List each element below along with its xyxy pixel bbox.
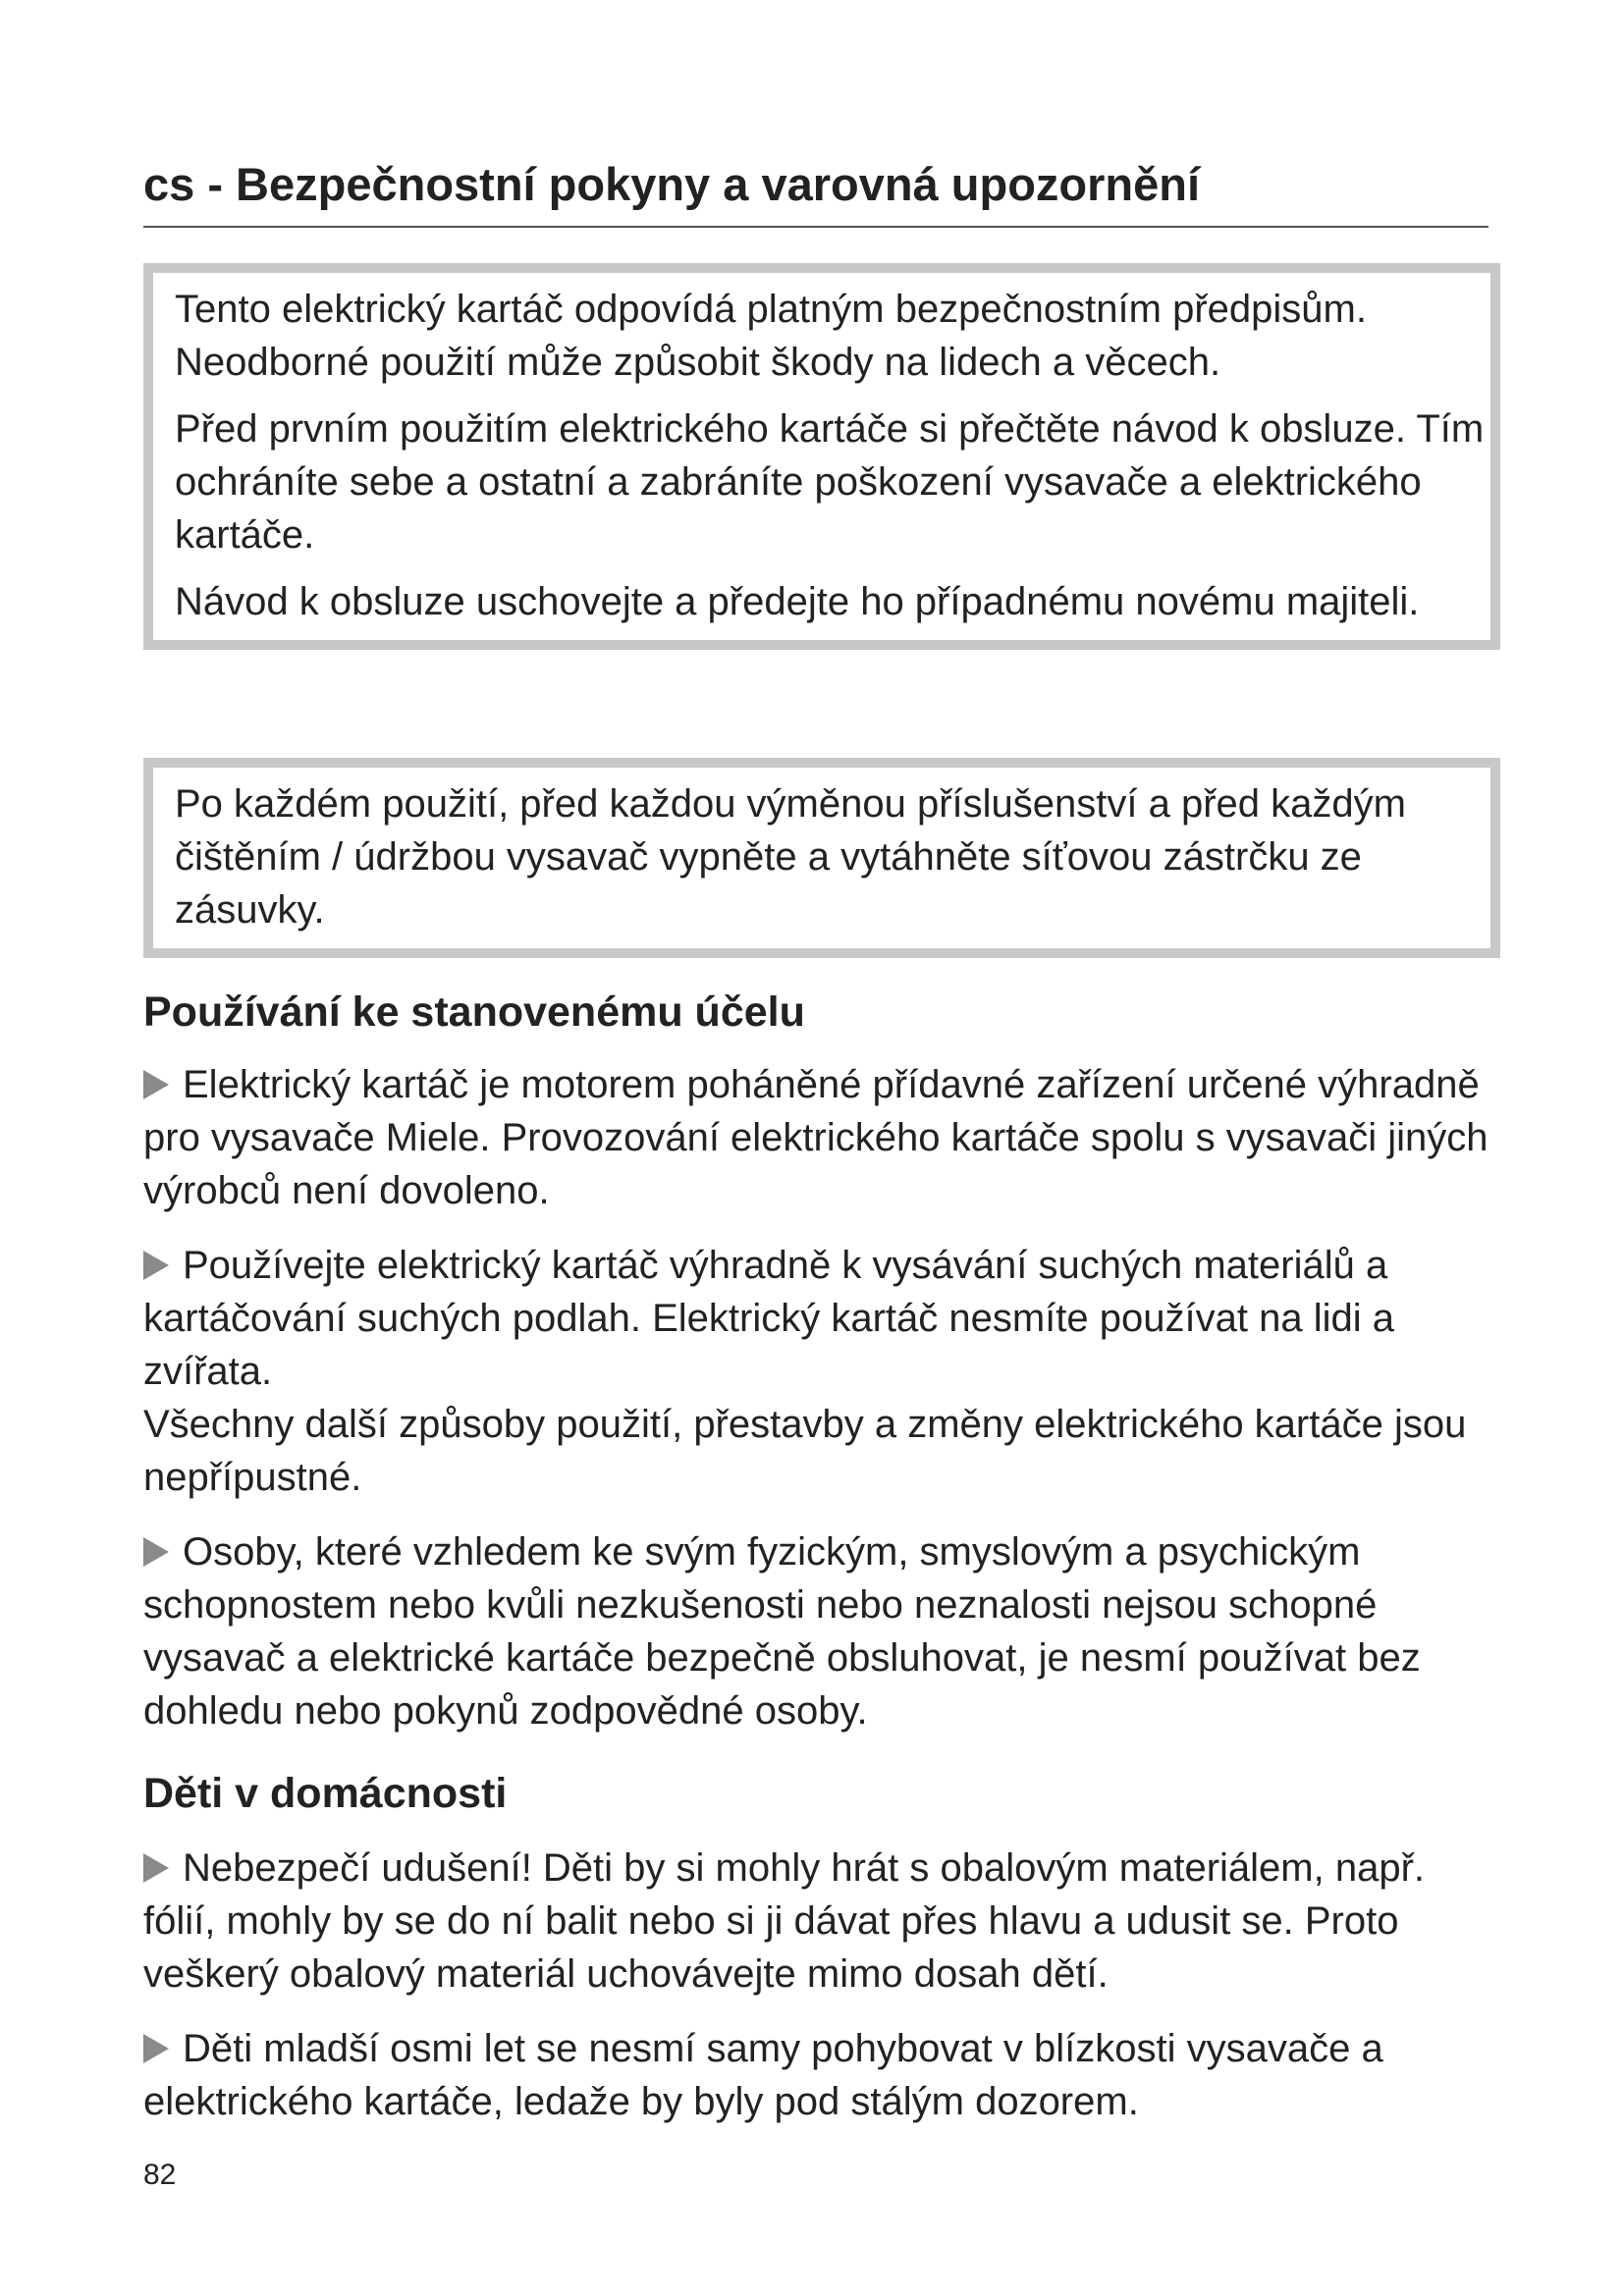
bullet-text: Osoby, které vzhledem ke svým fyzickým, smyslovým a psychickým schopnostem nebo kvůli nezkušenosti nebo neznalosti nejsou schopné vysavač a elektrické kartáče bezpečně obsluhovat, je nesmí používat bez dohledu nebo pokynů zodpovědné osoby. [143,1530,1421,1733]
bullet-text: Používejte elektrický kartáč výhradně k vysávání suchých materiálů a kartáčování suchých podlah. Elektrický kartáč nesmíte používat na lidi a zvířata. [143,1244,1394,1393]
triangle-bullet-icon [143,2034,169,2063]
page-number: 82 [143,2159,177,2191]
notice-paragraph: Po každém použití, před každou výměnou příslušenství a před každým čištěním / údržbou vysavač vypněte a vytáhněte síťovou zástrčku ze zásuvky. [175,782,1406,932]
bullet-item [143,1058,1489,1217]
page-title: cs - Bezpečnostní pokyny a varovná upozornění [143,157,1489,228]
triangle-bullet-icon [143,1537,169,1567]
bullet-item [143,2022,1489,2128]
notice-paragraph: Tento elektrický kartáč odpovídá platným bezpečnostním předpisům. Neodborné použití může způsobit škody na lidech a věcech. [175,288,1367,384]
bullet-item [143,1525,1489,1737]
bullet-text: Elektrický kartáč je motorem poháněné přídavné zařízení určené výhradně pro vysavače Miele. Provozování elektrického kartáče spolu s vysavači jiných výrobců není dovoleno. [143,1063,1489,1212]
notice-paragraph: Návod k obsluze uschovejte a předejte ho případnému novému majiteli. [175,580,1420,623]
bullet-continuation: Všechny další způsoby použití, přestavby a změny elektrického kartáče jsou nepřípustné. [143,1403,1467,1499]
section-heading-intended-use: Používání ke stanovenému účelu [143,988,805,1036]
triangle-bullet-icon [143,1251,169,1280]
section-children [143,1842,1489,2150]
bullet-item [143,1239,1489,1504]
safety-notice-box [143,263,1500,650]
triangle-bullet-icon [143,1070,169,1099]
bullet-text: Děti mladší osmi let se nesmí samy pohybovat v blízkosti vysavače a elektrického kartáče, ledaže by byly pod stálým dozorem. [143,2027,1383,2123]
notice-paragraph: Před prvním použitím elektrického kartáče si přečtěte návod k obsluze. Tím ochráníte sebe a ostatní a zabráníte poškození vysavače a elektrického kartáče. [175,407,1485,557]
section-heading-children: Děti v domácnosti [143,1770,508,1817]
section-intended-use [143,1058,1489,1759]
triangle-bullet-icon [143,1853,169,1883]
unplug-notice-box [143,758,1500,958]
bullet-text: Nebezpečí udušení! Děti by si mohly hrát s obalovým materiálem, např. fólií, mohly by se do ní balit nebo si ji dávat přes hlavu a udusit se. Proto veškerý obalový materiál uchovávejte mimo dosah dětí. [143,1846,1426,1996]
bullet-item [143,1842,1489,2001]
